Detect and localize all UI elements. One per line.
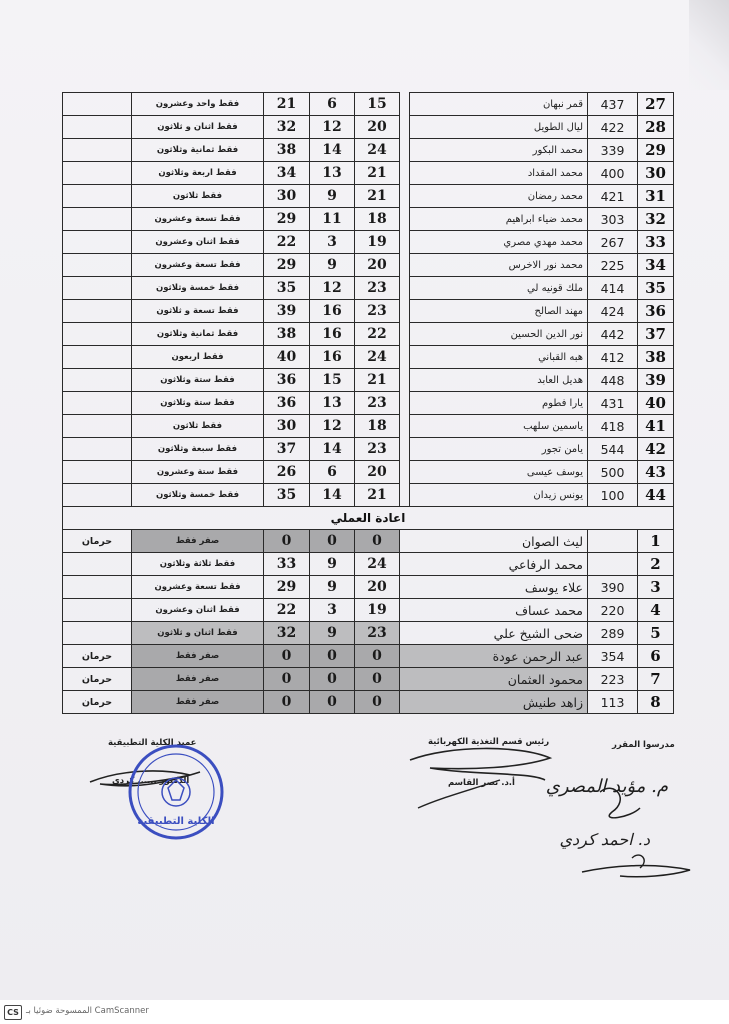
student-name: يوسف عيسى: [410, 461, 588, 484]
practical-grade: 14: [310, 484, 355, 507]
work-grade: 18: [355, 415, 400, 438]
practical-grade: 14: [310, 139, 355, 162]
total-grade: 29: [264, 254, 310, 277]
practical-grade: 16: [310, 300, 355, 323]
grade-in-words: صفر فقط: [132, 645, 264, 668]
grade-in-words: صفر فقط: [132, 668, 264, 691]
student-name: يونس زيدان: [410, 484, 588, 507]
total-grade: 0: [264, 645, 310, 668]
row-number: 1: [638, 530, 674, 553]
student-id: 422: [588, 116, 638, 139]
practical-grade: 9: [310, 185, 355, 208]
student-id: 339: [588, 139, 638, 162]
row-number: 38: [638, 346, 674, 369]
student-id: 220: [588, 599, 638, 622]
practical-grade: 3: [310, 599, 355, 622]
total-grade: 34: [264, 162, 310, 185]
row-number: 30: [638, 162, 674, 185]
work-grade: 23: [355, 392, 400, 415]
work-grade: 18: [355, 208, 400, 231]
student-id: 354: [588, 645, 638, 668]
total-grade: 22: [264, 231, 310, 254]
handwritten-lecturer-1: م. مؤيد المصري: [545, 776, 668, 797]
grade-in-words: فقط ثمانية وثلاثون: [132, 139, 264, 162]
grade-in-words: فقط ستة وثلاثون: [132, 369, 264, 392]
student-id: 267: [588, 231, 638, 254]
grade-in-words: فقط خمسة وثلاثون: [132, 277, 264, 300]
lecturer-2-signature: [582, 866, 690, 877]
student-id: 225: [588, 254, 638, 277]
student-name: يارا فطوم: [410, 392, 588, 415]
row-number: 39: [638, 369, 674, 392]
total-grade: 32: [264, 116, 310, 139]
grade-in-words: فقط اثنان وعشرون: [132, 599, 264, 622]
grade-in-words: فقط اثنان و ثلاثون: [132, 622, 264, 645]
student-name: هديل العابد: [410, 369, 588, 392]
student-id: 289: [588, 622, 638, 645]
row-number: 32: [638, 208, 674, 231]
row-number: 27: [638, 93, 674, 116]
row-number: 7: [638, 668, 674, 691]
student-id: 414: [588, 277, 638, 300]
student-name: عبد الرحمن عودة: [400, 645, 588, 668]
work-grade: 0: [355, 668, 400, 691]
grade-in-words: صفر فقط: [132, 530, 264, 553]
student-name: محمد نور الاخرس: [410, 254, 588, 277]
student-id: 442: [588, 323, 638, 346]
note-cell: حرمان: [63, 668, 132, 691]
row-number: 34: [638, 254, 674, 277]
row-number: 4: [638, 599, 674, 622]
grade-in-words: فقط ثلاثون: [132, 415, 264, 438]
work-grade: 0: [355, 691, 400, 714]
student-name: زاهد طنيش: [400, 691, 588, 714]
row-number: 8: [638, 691, 674, 714]
dept-head-signature-tail: [418, 780, 500, 808]
dept-head-title: رئيس قسم التغذية الكهربائية: [428, 737, 550, 747]
practical-grade: 12: [310, 116, 355, 139]
student-name: ملك قونيه لي: [410, 277, 588, 300]
grade-in-words: فقط تسعة وعشرون: [132, 576, 264, 599]
work-grade: 23: [355, 438, 400, 461]
student-id: 412: [588, 346, 638, 369]
student-id: 418: [588, 415, 638, 438]
work-grade: 19: [355, 599, 400, 622]
camscanner-logo: CS: [4, 1005, 22, 1020]
row-number: 33: [638, 231, 674, 254]
row-number: 41: [638, 415, 674, 438]
student-id: 390: [588, 576, 638, 599]
work-grade: 23: [355, 300, 400, 323]
practical-grade: 13: [310, 162, 355, 185]
total-grade: 40: [264, 346, 310, 369]
student-name: ليال الطويل: [410, 116, 588, 139]
dean-title: عميد الكلية التطبيقية: [108, 738, 197, 748]
work-grade: 19: [355, 231, 400, 254]
work-grade: 20: [355, 254, 400, 277]
practical-grade: 9: [310, 576, 355, 599]
student-name: نور الدين الحسين: [410, 323, 588, 346]
practical-grade: 12: [310, 277, 355, 300]
student-name: ليث الصوان: [400, 530, 588, 553]
total-grade: 0: [264, 530, 310, 553]
work-grade: 24: [355, 346, 400, 369]
row-number: 40: [638, 392, 674, 415]
total-grade: 32: [264, 622, 310, 645]
grade-in-words: فقط ثمانية وثلاثون: [132, 323, 264, 346]
grade-in-words: فقط سبعة وثلاثون: [132, 438, 264, 461]
practical-grade: 12: [310, 415, 355, 438]
handwritten-lecturer-2: د. احمد كردي: [559, 830, 650, 849]
student-id: 100: [588, 484, 638, 507]
row-number: 37: [638, 323, 674, 346]
dean-signature: [90, 771, 200, 786]
practical-grade: 16: [310, 323, 355, 346]
work-grade: 20: [355, 461, 400, 484]
practical-grade: 3: [310, 231, 355, 254]
practical-grade: 16: [310, 346, 355, 369]
student-name: يامن تجور: [410, 438, 588, 461]
student-name: محمد الرفاعي: [400, 553, 588, 576]
work-grade: 22: [355, 323, 400, 346]
student-name: مهند الصالح: [410, 300, 588, 323]
dept-head-signature: [410, 748, 550, 780]
student-name: محمد ضياء ابراهيم: [410, 208, 588, 231]
student-name: محمد البكور: [410, 139, 588, 162]
work-grade: 0: [355, 645, 400, 668]
student-name: محمود العثمان: [400, 668, 588, 691]
practical-grade: 0: [310, 530, 355, 553]
practical-grade: 14: [310, 438, 355, 461]
total-grade: 36: [264, 392, 310, 415]
practical-grade: 6: [310, 461, 355, 484]
practical-grade: 0: [310, 691, 355, 714]
grade-in-words: فقط اربعة وثلاثون: [132, 162, 264, 185]
row-number: 6: [638, 645, 674, 668]
student-id: 544: [588, 438, 638, 461]
student-name: هبه القباني: [410, 346, 588, 369]
grade-in-words: فقط خمسة وثلاثون: [132, 484, 264, 507]
student-id: 437: [588, 93, 638, 116]
section-title: اعادة العملي: [63, 507, 674, 530]
row-number: 29: [638, 139, 674, 162]
total-grade: 37: [264, 438, 310, 461]
total-grade: 39: [264, 300, 310, 323]
row-number: 35: [638, 277, 674, 300]
total-grade: 29: [264, 208, 310, 231]
work-grade: 24: [355, 553, 400, 576]
row-number: 43: [638, 461, 674, 484]
student-name: محمد رمضان: [410, 185, 588, 208]
grade-in-words: فقط ستة وعشرون: [132, 461, 264, 484]
student-id: 448: [588, 369, 638, 392]
student-id: 303: [588, 208, 638, 231]
work-grade: 23: [355, 277, 400, 300]
note-cell: حرمان: [63, 691, 132, 714]
total-grade: 35: [264, 484, 310, 507]
practical-grade: 6: [310, 93, 355, 116]
grade-in-words: فقط تسعة وعشرون: [132, 254, 264, 277]
work-grade: 21: [355, 369, 400, 392]
student-id: 421: [588, 185, 638, 208]
total-grade: 30: [264, 415, 310, 438]
lecturers-label: مدرسوا المقرر: [612, 740, 675, 750]
practical-grade: 9: [310, 622, 355, 645]
work-grade: 23: [355, 622, 400, 645]
work-grade: 20: [355, 116, 400, 139]
total-grade: 0: [264, 691, 310, 714]
grade-in-words: فقط ثلاثة وثلاثون: [132, 553, 264, 576]
student-name: محمد المقداد: [410, 162, 588, 185]
grade-in-words: فقط تسعة وعشرون: [132, 208, 264, 231]
stamp-text: الكلية التطبيقية: [137, 816, 215, 827]
row-number: 5: [638, 622, 674, 645]
student-id: 500: [588, 461, 638, 484]
row-number: 42: [638, 438, 674, 461]
practical-grade: 9: [310, 553, 355, 576]
work-grade: 0: [355, 530, 400, 553]
college-seal: [130, 746, 222, 838]
total-grade: 22: [264, 599, 310, 622]
practical-grade: 9: [310, 254, 355, 277]
dept-head-name: أ.د. نصر القاسم: [448, 778, 515, 788]
work-grade: 15: [355, 93, 400, 116]
row-number: 3: [638, 576, 674, 599]
practical-grade: 0: [310, 668, 355, 691]
grade-in-words: صفر فقط: [132, 691, 264, 714]
student-name: محمد مهدي مصري: [410, 231, 588, 254]
grade-in-words: فقط ثلاثون: [132, 185, 264, 208]
total-grade: 36: [264, 369, 310, 392]
total-grade: 38: [264, 139, 310, 162]
grade-in-words: فقط اثنان و ثلاثون: [132, 116, 264, 139]
practical-grade: 13: [310, 392, 355, 415]
grade-in-words: فقط تسعة و ثلاثون: [132, 300, 264, 323]
practical-grade: 0: [310, 645, 355, 668]
student-id: 431: [588, 392, 638, 415]
row-number: 44: [638, 484, 674, 507]
note-cell: حرمان: [63, 645, 132, 668]
work-grade: 21: [355, 484, 400, 507]
work-grade: 21: [355, 185, 400, 208]
row-number: 36: [638, 300, 674, 323]
total-grade: 38: [264, 323, 310, 346]
total-grade: 30: [264, 185, 310, 208]
student-id: 113: [588, 691, 638, 714]
student-name: ضحى الشيخ علي: [400, 622, 588, 645]
practical-grade: 15: [310, 369, 355, 392]
student-name: قمر نبهان: [410, 93, 588, 116]
work-grade: 21: [355, 162, 400, 185]
grade-in-words: فقط اربعون: [132, 346, 264, 369]
grade-in-words: فقط ستة وثلاثون: [132, 392, 264, 415]
row-number: 31: [638, 185, 674, 208]
student-name: محمد عساف: [400, 599, 588, 622]
grade-in-words: فقط واحد وعشرون: [132, 93, 264, 116]
student-name: علاء يوسف: [400, 576, 588, 599]
work-grade: 20: [355, 576, 400, 599]
camscanner-text: الممسوحة ضوئيا بـ CamScanner: [26, 1006, 149, 1016]
total-grade: 21: [264, 93, 310, 116]
practical-grade: 11: [310, 208, 355, 231]
student-id: 223: [588, 668, 638, 691]
note-cell: حرمان: [63, 530, 132, 553]
dean-name: الدكتور ...... كردي: [112, 776, 190, 786]
student-id: 400: [588, 162, 638, 185]
student-name: ياسمين سلهب: [410, 415, 588, 438]
student-id: 424: [588, 300, 638, 323]
work-grade: 24: [355, 139, 400, 162]
total-grade: 35: [264, 277, 310, 300]
grade-in-words: فقط اثنان وعشرون: [132, 231, 264, 254]
total-grade: 33: [264, 553, 310, 576]
row-number: 28: [638, 116, 674, 139]
total-grade: 29: [264, 576, 310, 599]
total-grade: 0: [264, 668, 310, 691]
row-number: 2: [638, 553, 674, 576]
total-grade: 26: [264, 461, 310, 484]
